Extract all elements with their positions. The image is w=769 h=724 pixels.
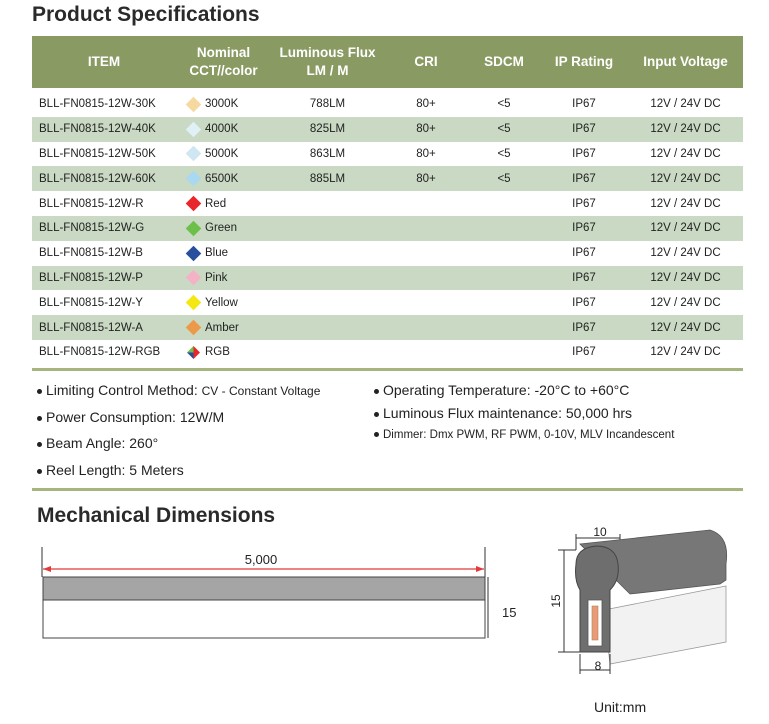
cell-sdcm: <5	[497, 123, 511, 136]
spec-beam-angle	[37, 435, 158, 451]
cell-item: BLL-FN0815-12W-40K	[39, 123, 156, 136]
side-height-label: 15	[549, 594, 563, 608]
cell-ip: IP67	[572, 172, 596, 185]
cell-cct	[176, 272, 271, 284]
length-label: 5,000	[244, 552, 278, 567]
cell-ip: IP67	[572, 123, 596, 136]
col-cct	[176, 44, 271, 80]
cell-cct-label: 6500K	[205, 172, 239, 185]
color-swatch-icon	[186, 121, 202, 137]
col-flux-line2: LM / M	[306, 63, 349, 78]
cell-ip: IP67	[572, 147, 596, 160]
color-swatch-icon	[186, 196, 202, 212]
table-row	[32, 142, 743, 167]
cell-item: BLL-FN0815-12W-RGB	[39, 346, 161, 359]
table-row	[32, 92, 743, 117]
cell-voltage: 12V / 24V DC	[650, 271, 721, 284]
height-label: 15	[502, 605, 517, 620]
cell-ip: IP67	[572, 247, 596, 260]
table-row	[32, 191, 743, 216]
profile-base-side	[604, 586, 726, 664]
color-swatch-icon	[186, 171, 202, 187]
cell-sdcm: <5	[497, 147, 511, 160]
cell-flux: 863LM	[309, 147, 346, 160]
cell-flux: 788LM	[309, 98, 346, 111]
cell-item: BLL-FN0815-12W-P	[39, 271, 143, 284]
spec-table	[32, 36, 743, 365]
col-voltage: Input Voltage	[643, 54, 728, 69]
spec-value: CV - Constant Voltage	[201, 384, 321, 398]
color-swatch-icon	[186, 245, 202, 261]
cell-voltage: 12V / 24V DC	[650, 147, 721, 160]
cell-ip: IP67	[572, 296, 596, 309]
cell-cct-label: Red	[205, 197, 227, 210]
rgb-swatch-icon	[187, 346, 200, 359]
table-row	[32, 216, 743, 241]
col-cri: CRI	[414, 54, 438, 69]
spec-label: Power Consumption: 12W/M	[46, 409, 225, 425]
cell-ip: IP67	[572, 321, 596, 334]
side-view-drawing	[30, 545, 530, 645]
cell-voltage: 12V / 24V DC	[650, 296, 721, 309]
color-swatch-icon	[186, 295, 202, 311]
spec-temperature	[374, 382, 629, 398]
cell-cct-label: RGB	[205, 346, 230, 359]
table-row	[32, 315, 743, 340]
spec-control-method	[37, 382, 320, 398]
color-swatch-icon	[186, 320, 202, 336]
cell-cct	[176, 346, 271, 359]
cell-ip: IP67	[572, 271, 596, 284]
cell-item: BLL-FN0815-12W-Y	[39, 296, 143, 309]
cell-cct-label: 5000K	[205, 147, 239, 160]
col-flux-line1: Luminous Flux	[279, 45, 376, 60]
spec-label: Beam Angle: 260°	[46, 435, 159, 451]
table-header	[32, 36, 743, 88]
cell-voltage: 12V / 24V DC	[650, 98, 721, 111]
cell-cct-label: Blue	[205, 247, 229, 260]
cell-item: BLL-FN0815-12W-R	[39, 197, 144, 210]
table-row	[32, 117, 743, 142]
color-swatch-icon	[186, 146, 202, 162]
spec-label: Reel Length: 5 Meters	[46, 462, 184, 478]
cell-cct	[176, 198, 271, 210]
cell-cri: 80+	[416, 123, 436, 136]
spec-label: Luminous Flux maintenance: 50,000 hrs	[383, 405, 633, 421]
bottom-width-label: 8	[594, 659, 602, 673]
cell-voltage: 12V / 24V DC	[650, 247, 721, 260]
divider-bottom	[32, 488, 743, 491]
cell-voltage: 12V / 24V DC	[650, 321, 721, 334]
color-swatch-icon	[186, 221, 202, 237]
cell-cct	[176, 297, 271, 309]
table-row	[32, 266, 743, 291]
cell-item: BLL-FN0815-12W-60K	[39, 172, 156, 185]
cell-voltage: 12V / 24V DC	[650, 197, 721, 210]
spec-power	[37, 409, 224, 425]
spec-label: Operating Temperature: -20°C to +60°C	[383, 382, 630, 398]
table-body	[32, 92, 743, 365]
cell-item: BLL-FN0815-12W-50K	[39, 147, 156, 160]
arrow-right-icon	[476, 566, 484, 572]
table-row	[32, 166, 743, 191]
col-cct-line2: CCT//color	[189, 63, 258, 78]
col-cct-line1: Nominal	[196, 45, 251, 60]
col-item: ITEM	[87, 54, 121, 69]
spec-flux-maintenance	[374, 405, 632, 421]
col-ip: IP Rating	[554, 54, 614, 69]
cell-flux: 825LM	[309, 123, 346, 136]
cell-cct	[176, 322, 271, 334]
cell-cct-label: Pink	[205, 271, 228, 284]
col-flux	[271, 44, 384, 80]
led-chip	[592, 606, 598, 640]
divider-top	[32, 368, 743, 371]
spec-dimmer	[374, 429, 674, 441]
cell-cri: 80+	[416, 98, 436, 111]
cell-item: BLL-FN0815-12W-A	[39, 321, 143, 334]
table-row	[32, 290, 743, 315]
cell-cri: 80+	[416, 147, 436, 160]
cell-cct-label: 4000K	[205, 123, 239, 136]
cell-ip: IP67	[572, 346, 596, 359]
strip-bottom-part	[43, 600, 485, 638]
cell-voltage: 12V / 24V DC	[650, 346, 721, 359]
cell-ip: IP67	[572, 98, 596, 111]
cell-item: BLL-FN0815-12W-30K	[39, 98, 156, 111]
cell-cct-label: Green	[205, 222, 237, 235]
cell-cct	[176, 247, 271, 259]
cell-sdcm: <5	[497, 172, 511, 185]
strip-top-part	[43, 577, 485, 600]
mechanical-title: Mechanical Dimensions	[37, 504, 276, 527]
cell-ip: IP67	[572, 197, 596, 210]
col-sdcm: SDCM	[484, 54, 524, 69]
cell-item: BLL-FN0815-12W-G	[39, 222, 145, 235]
cell-ip: IP67	[572, 222, 596, 235]
color-swatch-icon	[186, 270, 202, 286]
cell-flux: 885LM	[309, 172, 346, 185]
cell-voltage: 12V / 24V DC	[650, 222, 721, 235]
unit-label: Unit:mm	[594, 699, 647, 715]
cell-cri: 80+	[416, 172, 436, 185]
cell-cct-label: Yellow	[205, 296, 238, 309]
cell-cct	[176, 222, 271, 234]
spec-label: Limiting Control Method:	[46, 382, 202, 398]
cell-cct	[176, 173, 271, 185]
spec-label: Dimmer: Dmx PWM, RF PWM, 0-10V, MLV Incandescent	[383, 429, 675, 441]
cell-cct	[176, 98, 271, 110]
cell-cct	[176, 123, 271, 135]
cell-voltage: 12V / 24V DC	[650, 172, 721, 185]
arrow-left-icon	[43, 566, 51, 572]
spec-reel-length	[37, 462, 184, 478]
cell-cct-label: Amber	[205, 321, 239, 334]
cell-sdcm: <5	[497, 98, 511, 111]
cross-section-drawing	[540, 524, 730, 684]
cell-item: BLL-FN0815-12W-B	[39, 247, 143, 260]
color-swatch-icon	[186, 97, 202, 113]
cell-cct	[176, 148, 271, 160]
cell-voltage: 12V / 24V DC	[650, 123, 721, 136]
cell-cct-label: 3000K	[205, 98, 239, 111]
table-row	[32, 241, 743, 266]
table-row	[32, 340, 743, 365]
page-title: Product Specifications	[32, 3, 260, 26]
top-width-label: 10	[593, 525, 607, 539]
